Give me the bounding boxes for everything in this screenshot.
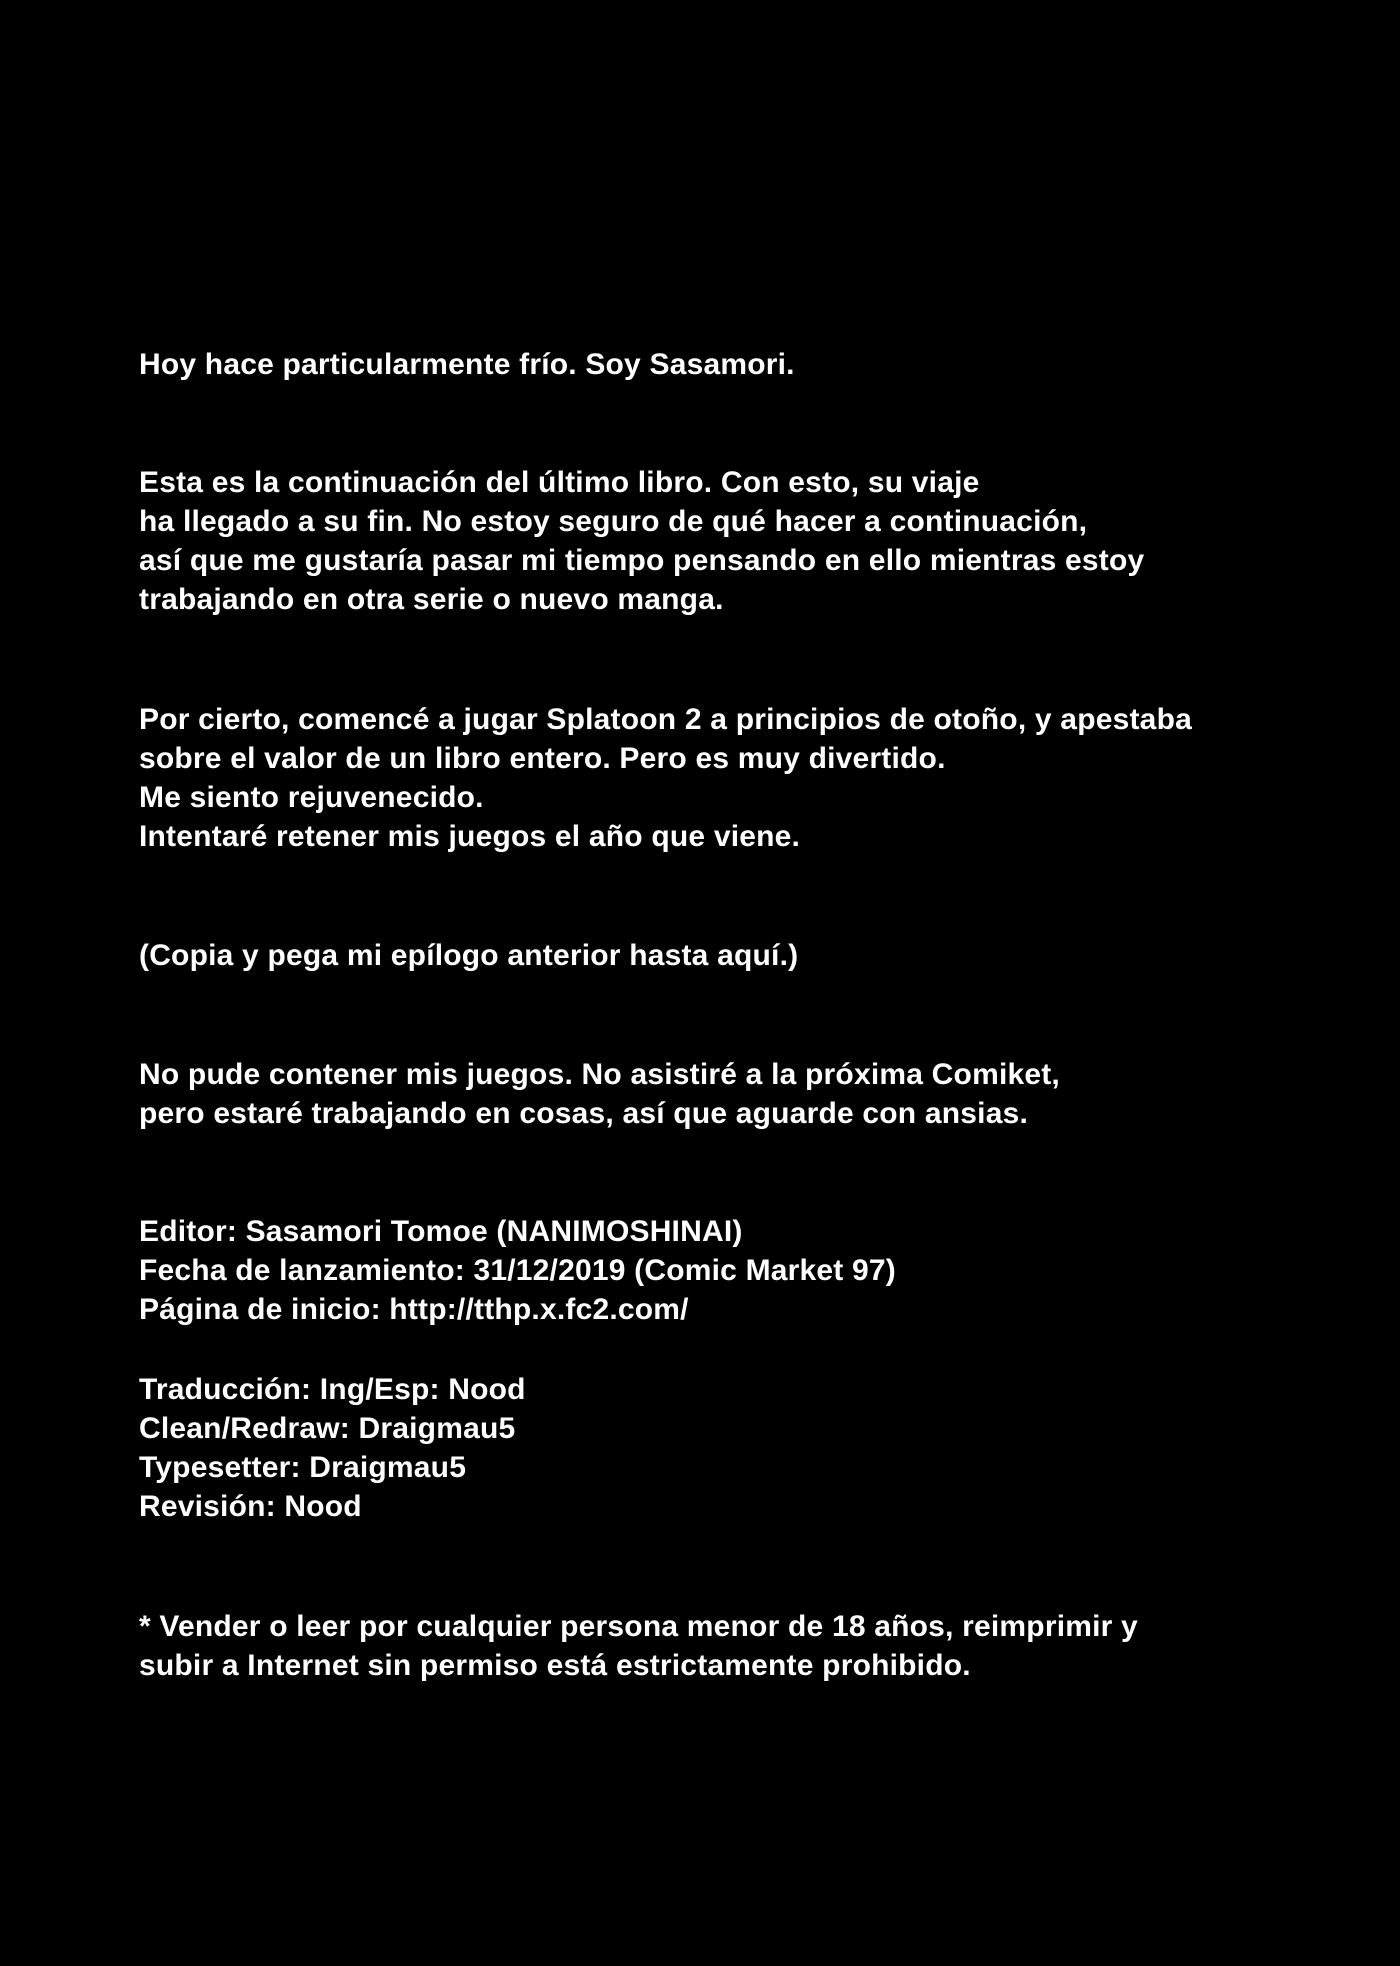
splatoon-line: Me siento rejuvenecido. [139, 781, 484, 814]
comiket-line: pero estaré trabajando en cosas, así que aguarde con ansias. [139, 1097, 1029, 1130]
editor-line: Editor: Sasamori Tomoe (NANIMOSHINAI) [139, 1215, 743, 1248]
continuation-line: Esta es la continuación del último libro. Con esto, su viaje [139, 466, 980, 499]
legal-warning [139, 1607, 1339, 1685]
splatoon-line: Por cierto, comencé a jugar Splatoon 2 a principios de otoño, y apestaba [139, 703, 1192, 736]
continuation-line: así que me gustaría pasar mi tiempo pensando en ello mientras estoy [139, 544, 1145, 577]
warning-line: * Vender o leer por cualquier persona menor de 18 años, reimprimir y [139, 1610, 1138, 1643]
copypaste-paragraph [139, 936, 1339, 975]
splatoon-line: sobre el valor de un libro entero. Pero es muy divertido. [139, 742, 946, 775]
splatoon-paragraph [139, 700, 1339, 856]
release-date-line: Fecha de lanzamiento: 31/12/2019 (Comic Market 97) [139, 1254, 896, 1287]
splatoon-line: Intentaré retener mis juegos el año que viene. [139, 820, 801, 853]
translation-credits [139, 1370, 1339, 1526]
copypaste-line: (Copia y pega mi epílogo anterior hasta aquí.) [139, 939, 799, 972]
publication-info [139, 1212, 1339, 1329]
continuation-line: ha llegado a su fin. No estoy seguro de qué hacer a continuación, [139, 505, 1088, 538]
homepage-line: Página de inicio: http://tthp.x.fc2.com/ [139, 1293, 689, 1326]
comiket-line: No pude contener mis juegos. No asistiré a la próxima Comiket, [139, 1058, 1060, 1091]
continuation-line: trabajando en otra serie o nuevo manga. [139, 583, 724, 616]
clean-redraw-credit-line: Clean/Redraw: Draigmau5 [139, 1412, 516, 1445]
translation-credit-line: Traducción: Ing/Esp: Nood [139, 1373, 526, 1406]
greeting-paragraph [139, 345, 1339, 384]
continuation-paragraph [139, 463, 1339, 619]
typesetter-credit-line: Typesetter: Draigmau5 [139, 1451, 467, 1484]
comiket-paragraph [139, 1055, 1339, 1133]
greeting-line: Hoy hace particularmente frío. Soy Sasamori. [139, 348, 795, 381]
revision-credit-line: Revisión: Nood [139, 1490, 362, 1523]
warning-line: subir a Internet sin permiso está estrictamente prohibido. [139, 1649, 971, 1682]
